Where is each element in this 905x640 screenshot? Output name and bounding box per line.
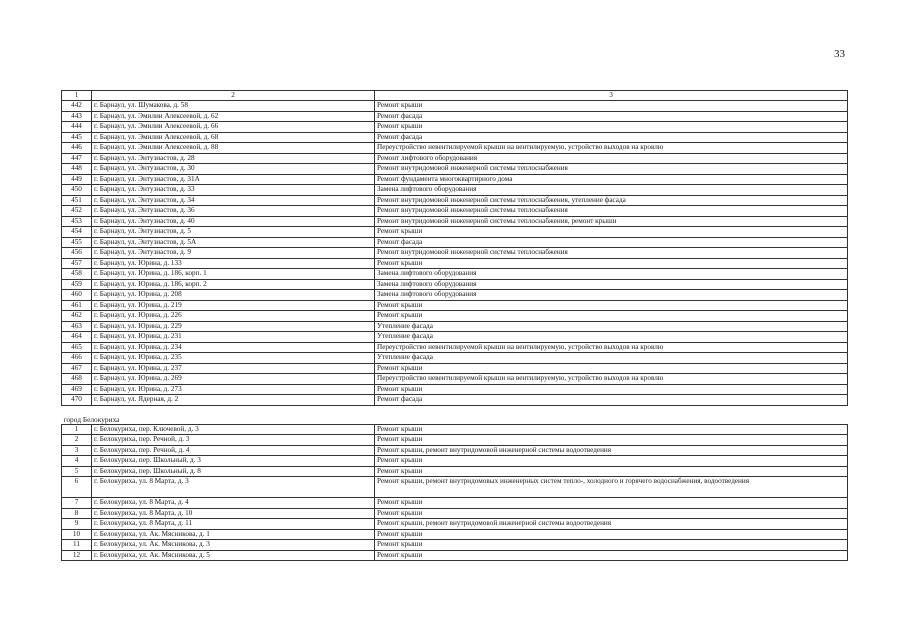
table-row xyxy=(62,269,848,280)
section-title: город Белокуриха xyxy=(62,405,848,424)
row-number-cell: 462 xyxy=(62,311,92,322)
header-cell-address: 2 xyxy=(92,91,375,101)
row-number-cell: 447 xyxy=(62,153,92,164)
row-number-cell: 3 xyxy=(62,445,92,456)
row-address-cell: г. Барнаул, ул. Юрина, д. 229 xyxy=(92,321,375,332)
row-number-cell: 4 xyxy=(62,456,92,467)
row-work-cell: Ремонт крыши xyxy=(375,363,848,374)
row-address-cell: г. Барнаул, ул. Энтузиастов, д. 9 xyxy=(92,248,375,259)
row-number-cell: 5 xyxy=(62,466,92,477)
page-number: 33 xyxy=(834,48,845,60)
row-number-cell: 466 xyxy=(62,353,92,364)
row-address-cell: г. Барнаул, ул. Энтузиастов, д. 33 xyxy=(92,185,375,196)
table-row xyxy=(62,195,848,206)
row-number-cell: 452 xyxy=(62,206,92,217)
row-number-cell: 448 xyxy=(62,164,92,175)
row-address-cell: г. Барнаул, ул. Энтузиастов, д. 5А xyxy=(92,237,375,248)
row-work-cell: Ремонт крыши xyxy=(375,384,848,395)
row-work-cell: Замена лифтового оборудования xyxy=(375,290,848,301)
table-row xyxy=(62,153,848,164)
row-work-cell: Ремонт внутридомовой инженерной системы теплоснабжения xyxy=(375,164,848,175)
table-row xyxy=(62,435,848,446)
row-work-cell: Ремонт фасада xyxy=(375,237,848,248)
row-address-cell: г. Барнаул, ул. Энтузиастов, д. 36 xyxy=(92,206,375,217)
row-work-cell: Ремонт крыши xyxy=(375,258,848,269)
row-work-cell: Ремонт фасада xyxy=(375,111,848,122)
table-row xyxy=(62,498,848,509)
row-number-cell: 1 xyxy=(62,424,92,435)
table-row xyxy=(62,424,848,435)
table-row xyxy=(62,206,848,217)
row-work-cell: Ремонт крыши xyxy=(375,550,848,561)
row-address-cell: г. Барнаул, ул. Юрина, д. 235 xyxy=(92,353,375,364)
row-number-cell: 445 xyxy=(62,132,92,143)
table-row xyxy=(62,395,848,406)
row-address-cell: г. Белокуриха, пер. Речной, д. 4 xyxy=(92,445,375,456)
header-cell-work: 3 xyxy=(375,91,848,101)
row-address-cell: г. Барнаул, ул. Энтузиастов, д. 5 xyxy=(92,227,375,238)
row-address-cell: г. Барнаул, ул. Юрина, д. 231 xyxy=(92,332,375,343)
row-address-cell: г. Барнаул, ул. Юрина, д. 226 xyxy=(92,311,375,322)
row-number-cell: 449 xyxy=(62,174,92,185)
row-work-cell: Переустройство невентилируемой крыши на вентилируемую, устройство выходов на кровлю xyxy=(375,342,848,353)
row-address-cell: г. Барнаул, ул. Ядерная, д. 2 xyxy=(92,395,375,406)
row-address-cell: г. Барнаул, ул. Юрина, д. 186, корп. 2 xyxy=(92,279,375,290)
header-cell-number: 1 xyxy=(62,91,92,101)
table-row xyxy=(62,342,848,353)
table-row xyxy=(62,456,848,467)
row-work-cell: Утепление фасада xyxy=(375,353,848,364)
row-number-cell: 470 xyxy=(62,395,92,406)
row-address-cell: г. Барнаул, ул. Шумакова, д. 58 xyxy=(92,101,375,112)
row-work-cell: Утепление фасада xyxy=(375,321,848,332)
row-work-cell: Ремонт крыши xyxy=(375,300,848,311)
row-address-cell: г. Барнаул, ул. Юрина, д. 273 xyxy=(92,384,375,395)
section-row xyxy=(62,405,848,424)
row-number-cell: 461 xyxy=(62,300,92,311)
table-row xyxy=(62,466,848,477)
row-work-cell: Ремонт внутридомовой инженерной системы теплоснабжения, утепление фасада xyxy=(375,195,848,206)
row-address-cell: г. Барнаул, ул. Юрина, д. 219 xyxy=(92,300,375,311)
table-row xyxy=(62,237,848,248)
row-work-cell: Переустройство невентилируемой крыши на вентилируемую, устройство выходов на кровлю xyxy=(375,143,848,154)
row-address-cell: г. Белокуриха, ул. Ак. Мясникова, д. 1 xyxy=(92,529,375,540)
table-row xyxy=(62,445,848,456)
row-number-cell: 9 xyxy=(62,519,92,530)
row-address-cell: г. Барнаул, ул. Юрина, д. 186, корп. 1 xyxy=(92,269,375,280)
row-address-cell: г. Барнаул, ул. Эмилии Алексеевой, д. 88 xyxy=(92,143,375,154)
row-address-cell: г. Белокуриха, пер. Ключевой, д. 3 xyxy=(92,424,375,435)
row-number-cell: 8 xyxy=(62,508,92,519)
row-number-cell: 450 xyxy=(62,185,92,196)
row-address-cell: г. Барнаул, ул. Энтузиастов, д. 40 xyxy=(92,216,375,227)
row-number-cell: 463 xyxy=(62,321,92,332)
table-row xyxy=(62,290,848,301)
table-row xyxy=(62,279,848,290)
row-number-cell: 442 xyxy=(62,101,92,112)
table-row xyxy=(62,143,848,154)
row-number-cell: 11 xyxy=(62,540,92,551)
row-work-cell: Ремонт крыши, ремонт внутридомовых инженерных систем тепло-, холодного и горячего водоснабжения, водоотведения xyxy=(375,477,848,498)
row-work-cell: Ремонт крыши, ремонт внутридомовой инженерной системы водоотведения xyxy=(375,519,848,530)
table-row xyxy=(62,164,848,175)
table-row xyxy=(62,227,848,238)
row-work-cell: Замена лифтового оборудования xyxy=(375,279,848,290)
table-row xyxy=(62,332,848,343)
row-work-cell: Ремонт крыши xyxy=(375,227,848,238)
row-address-cell: г. Белокуриха, ул. 8 Марта, д. 4 xyxy=(92,498,375,509)
table-row xyxy=(62,185,848,196)
row-number-cell: 458 xyxy=(62,269,92,280)
row-work-cell: Ремонт внутридомовой инженерной системы теплоснабжения xyxy=(375,206,848,217)
row-work-cell: Ремонт фасада xyxy=(375,132,848,143)
table-row xyxy=(62,311,848,322)
table-row xyxy=(62,550,848,561)
row-number-cell: 444 xyxy=(62,122,92,133)
row-address-cell: г. Белокуриха, пер. Школьный, д. 8 xyxy=(92,466,375,477)
row-number-cell: 446 xyxy=(62,143,92,154)
table-row xyxy=(62,216,848,227)
row-work-cell: Ремонт внутридомовой инженерной системы теплоснабжения xyxy=(375,248,848,259)
row-address-cell: г. Барнаул, ул. Юрина, д. 237 xyxy=(92,363,375,374)
table-row xyxy=(62,519,848,530)
table-row xyxy=(62,321,848,332)
row-number-cell: 7 xyxy=(62,498,92,509)
table-row xyxy=(62,111,848,122)
row-number-cell: 460 xyxy=(62,290,92,301)
row-work-cell: Ремонт фундамента многоквартирного дома xyxy=(375,174,848,185)
row-address-cell: г. Барнаул, ул. Юрина, д. 133 xyxy=(92,258,375,269)
row-number-cell: 6 xyxy=(62,477,92,498)
row-number-cell: 455 xyxy=(62,237,92,248)
table-row xyxy=(62,540,848,551)
row-number-cell: 459 xyxy=(62,279,92,290)
repair-schedule-table xyxy=(61,90,848,561)
row-work-cell: Ремонт крыши xyxy=(375,456,848,467)
row-work-cell: Ремонт крыши, ремонт внутридомовой инженерной системы водоотведения xyxy=(375,445,848,456)
row-address-cell: г. Барнаул, ул. Юрина, д. 269 xyxy=(92,374,375,385)
table-row xyxy=(62,122,848,133)
row-work-cell: Ремонт крыши xyxy=(375,311,848,322)
row-address-cell: г. Барнаул, ул. Энтузиастов, д. 30 xyxy=(92,164,375,175)
row-work-cell: Ремонт внутридомовой инженерной системы теплоснабжения, ремонт крыши xyxy=(375,216,848,227)
row-work-cell: Ремонт крыши xyxy=(375,424,848,435)
row-work-cell: Замена лифтового оборудования xyxy=(375,269,848,280)
row-number-cell: 464 xyxy=(62,332,92,343)
table-row xyxy=(62,258,848,269)
row-work-cell: Ремонт крыши xyxy=(375,508,848,519)
row-number-cell: 457 xyxy=(62,258,92,269)
row-address-cell: г. Белокуриха, ул. 8 Марта, д. 11 xyxy=(92,519,375,530)
row-number-cell: 469 xyxy=(62,384,92,395)
row-work-cell: Ремонт лифтового оборудования xyxy=(375,153,848,164)
table-row xyxy=(62,529,848,540)
row-number-cell: 10 xyxy=(62,529,92,540)
row-work-cell: Ремонт крыши xyxy=(375,435,848,446)
table-row xyxy=(62,353,848,364)
table-row xyxy=(62,477,848,498)
row-address-cell: г. Белокуриха, ул. 8 Марта, д. 10 xyxy=(92,508,375,519)
row-address-cell: г. Барнаул, ул. Эмилии Алексеевой, д. 62 xyxy=(92,111,375,122)
row-work-cell: Утепление фасада xyxy=(375,332,848,343)
table-row xyxy=(62,508,848,519)
row-work-cell: Ремонт крыши xyxy=(375,466,848,477)
row-address-cell: г. Белокуриха, пер. Речной, д. 3 xyxy=(92,435,375,446)
row-number-cell: 467 xyxy=(62,363,92,374)
table-row xyxy=(62,174,848,185)
row-address-cell: г. Белокуриха, ул. Ак. Мясникова, д. 5 xyxy=(92,550,375,561)
row-work-cell: Ремонт крыши xyxy=(375,101,848,112)
row-address-cell: г. Барнаул, ул. Энтузиастов, д. 28 xyxy=(92,153,375,164)
row-number-cell: 454 xyxy=(62,227,92,238)
row-work-cell: Переустройство невентилируемой крыши на вентилируемую, устройство выходов на кровлю xyxy=(375,374,848,385)
row-address-cell: г. Белокуриха, пер. Школьный, д. 3 xyxy=(92,456,375,467)
row-work-cell: Ремонт крыши xyxy=(375,498,848,509)
row-address-cell: г. Барнаул, ул. Энтузиастов, д. 31А xyxy=(92,174,375,185)
row-address-cell: г. Барнаул, ул. Энтузиастов, д. 34 xyxy=(92,195,375,206)
table-row xyxy=(62,300,848,311)
row-work-cell: Ремонт фасада xyxy=(375,395,848,406)
table-row xyxy=(62,374,848,385)
row-address-cell: г. Барнаул, ул. Эмилии Алексеевой, д. 66 xyxy=(92,122,375,133)
row-work-cell: Ремонт крыши xyxy=(375,540,848,551)
row-number-cell: 465 xyxy=(62,342,92,353)
table-row xyxy=(62,363,848,374)
row-address-cell: г. Барнаул, ул. Эмилии Алексеевой, д. 68 xyxy=(92,132,375,143)
table-row xyxy=(62,101,848,112)
table-row xyxy=(62,132,848,143)
row-number-cell: 453 xyxy=(62,216,92,227)
row-number-cell: 443 xyxy=(62,111,92,122)
row-number-cell: 456 xyxy=(62,248,92,259)
table-row xyxy=(62,384,848,395)
table-header-row xyxy=(62,91,848,101)
row-number-cell: 468 xyxy=(62,374,92,385)
row-work-cell: Замена лифтового оборудования xyxy=(375,185,848,196)
row-number-cell: 2 xyxy=(62,435,92,446)
row-number-cell: 451 xyxy=(62,195,92,206)
row-work-cell: Ремонт крыши xyxy=(375,122,848,133)
table-row xyxy=(62,248,848,259)
row-work-cell: Ремонт крыши xyxy=(375,529,848,540)
row-address-cell: г. Белокуриха, ул. Ак. Мясникова, д. 3 xyxy=(92,540,375,551)
row-address-cell: г. Барнаул, ул. Юрина, д. 208 xyxy=(92,290,375,301)
row-number-cell: 12 xyxy=(62,550,92,561)
row-address-cell: г. Барнаул, ул. Юрина, д. 234 xyxy=(92,342,375,353)
row-address-cell: г. Белокуриха, ул. 8 Марта, д. 3 xyxy=(92,477,375,498)
